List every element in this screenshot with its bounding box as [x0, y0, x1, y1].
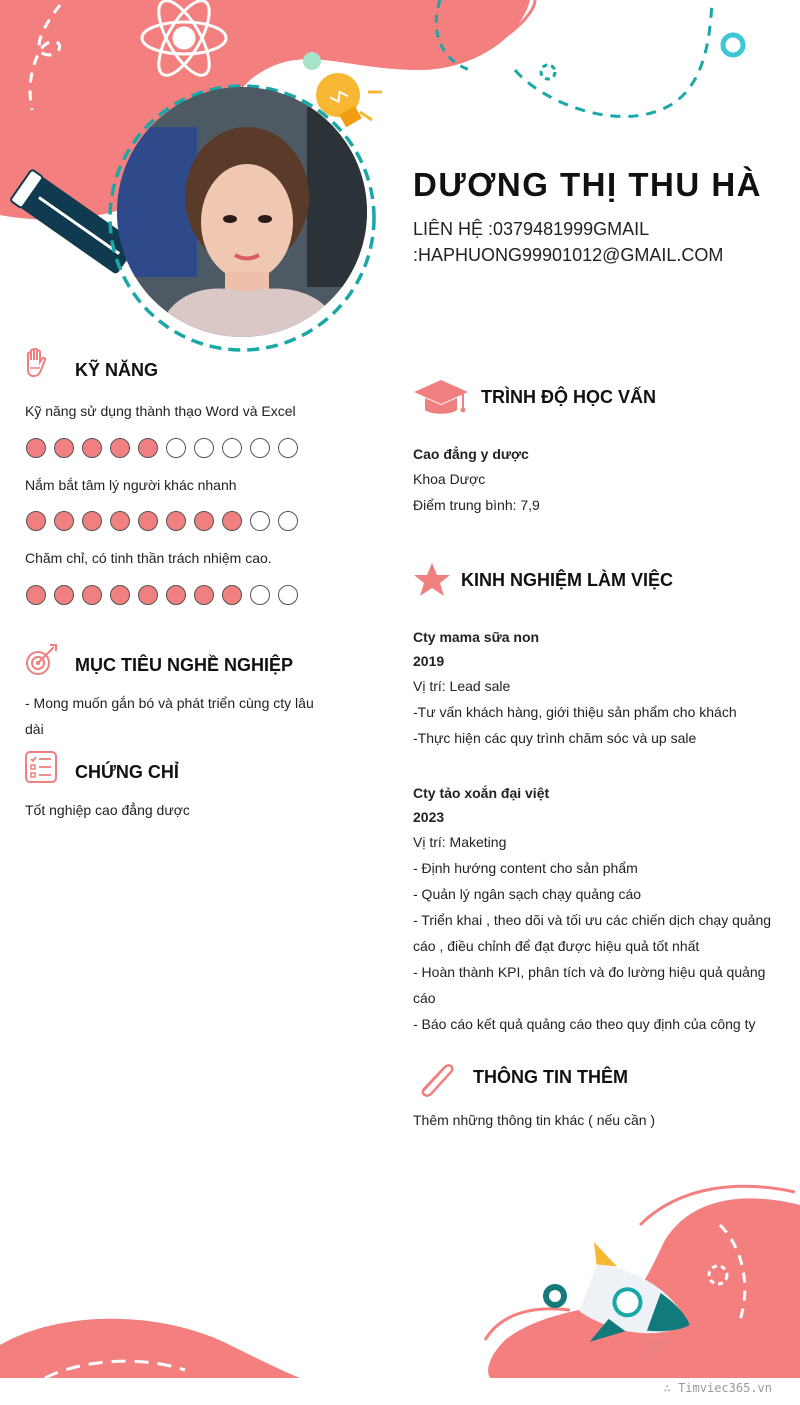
rating-dot-empty [222, 438, 242, 458]
job-line: - Triển khai , theo dõi và tối ưu các chiến dịch chạy quảng [413, 912, 772, 928]
watermark: ∴ Timviec365.vn [663, 1381, 772, 1395]
rating-dot-filled [26, 511, 46, 531]
job-line: - Quản lý ngân sạch chạy quảng cáo [413, 886, 642, 902]
rating-dot-filled [26, 438, 46, 458]
job-line: - Báo cáo kết quả quảng cáo theo quy định của công ty [413, 1016, 756, 1032]
certificates-title: CHỨNG CHỈ [75, 762, 179, 782]
skill-rating [26, 511, 298, 531]
skills-title: KỸ NĂNG [75, 360, 159, 380]
skill-label: Kỹ năng sử dụng thành thạo Word và Excel [25, 403, 296, 419]
job-line: -Thực hiện các quy trình chăm sóc và up sale [413, 730, 697, 746]
job-line: -Tư vấn khách hàng, giới thiệu sản phẩm cho khách [413, 704, 737, 720]
job-year: 2023 [413, 809, 445, 825]
rating-dot-filled [194, 511, 214, 531]
rating-dot-filled [26, 585, 46, 605]
rating-dot-filled [222, 585, 242, 605]
objective-line: - Mong muốn gắn bó và phát triển cùng cty lâu [25, 695, 314, 711]
avatar [117, 87, 367, 337]
job-year: 2019 [413, 653, 445, 669]
education-major: Khoa Dược [413, 471, 486, 487]
objective-text [25, 690, 314, 742]
skill-rating [26, 585, 298, 605]
education-gpa: Điểm trung bình: 7,9 [413, 497, 540, 513]
star-icon [413, 562, 451, 598]
job-line: - Định hướng content cho sản phẩm [413, 860, 638, 876]
paperclip-icon [415, 1057, 459, 1099]
job-line: cáo , điều chỉnh để đạt được hiệu quả tốt nhất [413, 938, 700, 954]
rating-dot-filled [54, 511, 74, 531]
checklist-icon [25, 751, 57, 783]
objective-title: MỤC TIÊU NGHỀ NGHIỆP [75, 655, 294, 675]
target-icon [24, 643, 58, 677]
rating-dot-filled [110, 511, 130, 531]
job-company: Cty mama sữa non [413, 629, 540, 645]
rating-dot-filled [54, 438, 74, 458]
job-line: cáo [413, 990, 436, 1006]
job-details [413, 673, 737, 751]
rating-dot-empty [278, 511, 298, 531]
graduation-cap-icon [413, 378, 469, 416]
rating-dot-empty [278, 585, 298, 605]
rating-dot-filled [138, 511, 158, 531]
contact-line: LIÊN HỆ :0379481999GMAIL [413, 219, 650, 239]
hand-icon [24, 348, 48, 380]
rating-dot-filled [110, 438, 130, 458]
rating-dot-filled [138, 438, 158, 458]
bottom-left-blob [0, 1319, 300, 1378]
skill-label: Nắm bắt tâm lý người khác nhanh [25, 477, 237, 493]
rating-dot-empty [194, 438, 214, 458]
full-name: DƯƠNG THỊ THU HÀ [413, 166, 763, 203]
rating-dot-filled [138, 585, 158, 605]
skill-rating [26, 438, 298, 458]
education-school: Cao đẳng y dược [413, 446, 529, 462]
contact-line: :HAPHUONG99901012@GMAIL.COM [413, 245, 724, 265]
rating-dot-filled [194, 585, 214, 605]
rating-dot-empty [250, 511, 270, 531]
rating-dot-filled [110, 585, 130, 605]
rating-dot-filled [222, 511, 242, 531]
job-line: - Hoàn thành KPI, phân tích và đo lường hiệu quả quảng [413, 964, 766, 980]
contact-info [413, 216, 783, 268]
rating-dot-filled [166, 511, 186, 531]
education-title: TRÌNH ĐỘ HỌC VẤN [481, 387, 656, 407]
rating-dot-empty [250, 585, 270, 605]
job-company: Cty tảo xoắn đại việt [413, 785, 550, 801]
extra-title: THÔNG TIN THÊM [473, 1067, 628, 1087]
rating-dot-empty [250, 438, 270, 458]
rating-dot-filled [82, 585, 102, 605]
rating-dot-filled [54, 585, 74, 605]
certificate-text: Tốt nghiệp cao đẳng dược [25, 802, 190, 818]
rating-dot-filled [166, 585, 186, 605]
job-line: Vị trí: Lead sale [413, 678, 511, 694]
experience-title: KINH NGHIỆM LÀM VIỆC [461, 570, 674, 590]
job-details [413, 829, 771, 1037]
skill-label: Chăm chỉ, có tinh thần trách nhiệm cao. [25, 550, 272, 566]
rating-dot-empty [278, 438, 298, 458]
rating-dot-filled [82, 511, 102, 531]
rating-dot-filled [82, 438, 102, 458]
job-line: Vị trí: Maketing [413, 834, 507, 850]
extra-text: Thêm những thông tin khác ( nếu cần ) [413, 1112, 656, 1128]
objective-line: dài [25, 721, 44, 737]
rating-dot-empty [166, 438, 186, 458]
